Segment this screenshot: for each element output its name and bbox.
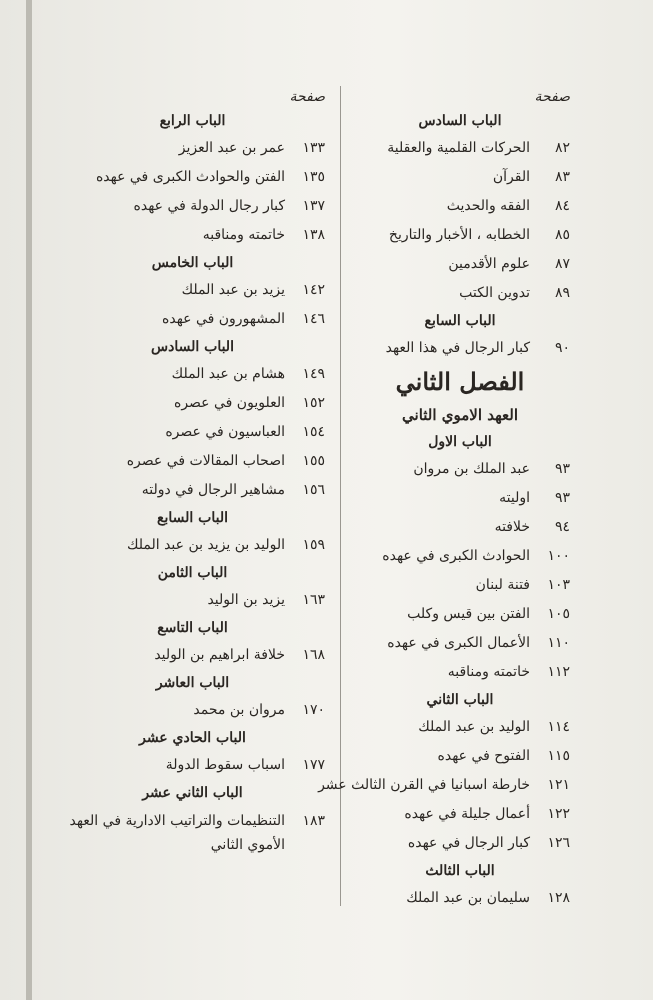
toc-entry [60, 134, 325, 163]
toc-entry [318, 771, 570, 800]
toc-page-number: ١٣٥ [302, 169, 325, 185]
toc-entry [350, 163, 570, 192]
toc-entry-title: عمر بن عبد العزيز [178, 140, 285, 156]
toc-entry-title: اوليته [499, 490, 530, 506]
toc-entry-title: المشهورون في عهده [162, 311, 285, 327]
toc-entry [350, 192, 570, 221]
toc-entry [350, 455, 570, 484]
toc-entry [350, 800, 570, 829]
contents-column-right [318, 86, 570, 913]
toc-entry [350, 334, 570, 363]
toc-page-number: ١١٤ [547, 719, 570, 735]
toc-entry [60, 418, 325, 447]
toc-entry [350, 829, 570, 858]
toc-entry [60, 696, 325, 725]
toc-entry-title: الفتن والحوادث الكبرى في عهده [95, 169, 285, 185]
toc-entry [60, 806, 325, 860]
toc-page-number: ١٣٣ [302, 140, 325, 156]
toc-entry-title: كبار الرجال في هذا العهد [385, 340, 530, 356]
chapter-heading: الباب الثامن [157, 565, 228, 581]
toc-entry [60, 476, 325, 505]
toc-entry-title: اصحاب المقالات في عصره [126, 453, 285, 469]
toc-entry-title: الفتن بين قيس وكلب [407, 606, 530, 622]
toc-page-number: ١١٠ [547, 635, 570, 651]
toc-page-number: ١٢٦ [547, 835, 570, 851]
chapter-heading: الباب الثالث [425, 863, 495, 879]
toc-page-number: ٨٧ [554, 256, 570, 272]
page-number-header: صفحة [289, 89, 325, 105]
toc-page-number: ١٠٠ [547, 548, 570, 564]
toc-entry [350, 600, 570, 629]
toc-page-number: ١٤٩ [302, 366, 325, 382]
toc-page-number: ١٦٣ [302, 592, 325, 608]
toc-entry [60, 192, 325, 221]
toc-entry-title: مروان بن محمد [193, 702, 285, 718]
era-heading: العهد الاموي الثاني [402, 406, 518, 424]
toc-entry-title: يزيد بن عبد الملك [181, 282, 285, 298]
toc-entry [350, 279, 570, 308]
toc-page-number: ١٥٥ [302, 453, 325, 469]
toc-page-number: ١٤٢ [302, 282, 325, 298]
toc-entry-title: الوليد بن يزيد بن عبد الملك [126, 537, 285, 553]
toc-page-number: ٨٥ [554, 227, 570, 243]
toc-entry-title: خلافة ابراهيم بن الوليد [154, 647, 285, 663]
toc-entry [60, 531, 325, 560]
toc-entry [350, 884, 570, 913]
toc-entry [350, 134, 570, 163]
toc-entry-title: العباسيون في عصره [165, 424, 285, 440]
toc-entry-title: علوم الأقدمين [448, 256, 530, 272]
toc-entry [60, 163, 325, 192]
toc-page-number: ٨٣ [554, 169, 570, 185]
toc-page-number: ١٧٠ [302, 702, 325, 718]
toc-page-number: ٩٣ [554, 490, 570, 506]
toc-entry-title: تدوين الكتب [459, 285, 530, 301]
toc-entry-title: مشاهير الرجال في دولته [141, 482, 285, 498]
toc-page-number: ٨٢ [554, 140, 570, 156]
page-binding-edge [26, 0, 32, 1000]
toc-entry [350, 742, 570, 771]
chapter-heading: الباب السادس [151, 339, 234, 355]
toc-entry-title: التنظيمات والتراتيب الادارية في العهد الأموي الثاني [69, 813, 285, 853]
toc-entry-title: الحوادث الكبرى في عهده [382, 548, 530, 564]
toc-entry [60, 389, 325, 418]
toc-entry [60, 276, 325, 305]
toc-page-number: ١٥٦ [302, 482, 325, 498]
toc-entry [350, 221, 570, 250]
chapter-heading: الباب الاول [428, 434, 492, 450]
chapter-heading: الباب العاشر [155, 675, 230, 691]
toc-entry [60, 221, 325, 250]
contents-column-left [60, 86, 325, 860]
chapter-heading: الباب الثاني [426, 692, 494, 708]
toc-page-number: ١١٥ [547, 748, 570, 764]
toc-entry-title: الأعمال الكبرى في عهده [387, 635, 530, 651]
toc-page-number: ١٠٥ [547, 606, 570, 622]
toc-entry [60, 305, 325, 334]
toc-entry-title: عبد الملك بن مروان [413, 461, 530, 477]
toc-page-number: ١٢١ [547, 777, 570, 793]
toc-entry [350, 658, 570, 687]
toc-page-number: ١٥٢ [302, 395, 325, 411]
toc-entry [60, 641, 325, 670]
toc-page-number: ٨٩ [554, 285, 570, 301]
toc-page-number: ٨٤ [554, 198, 570, 214]
toc-entry-title: خارطة اسبانيا في القرن الثالث عشر [318, 777, 530, 793]
toc-page-number: ٩٠ [554, 340, 570, 356]
toc-entry [350, 713, 570, 742]
toc-entry-title: هشام بن عبد الملك [171, 366, 285, 382]
toc-entry-title: الخطابه ، الأخبار والتاريخ [388, 227, 530, 243]
toc-entry-title: الفتوح في عهده [437, 748, 530, 764]
toc-page-number: ١٢٨ [547, 890, 570, 906]
toc-entry [60, 447, 325, 476]
chapter-heading: الباب السابع [424, 313, 496, 329]
toc-page-number: ١٥٤ [302, 424, 325, 440]
toc-page-number: ١٥٩ [302, 537, 325, 553]
toc-entry-title: اسباب سقوط الدولة [165, 757, 285, 773]
chapter-heading: الباب الحادي عشر [139, 730, 246, 746]
toc-page-number: ١٢٢ [547, 806, 570, 822]
toc-entry [350, 542, 570, 571]
toc-page-number: ١٦٨ [302, 647, 325, 663]
chapter-heading: الباب التاسع [157, 620, 228, 636]
toc-entry [60, 586, 325, 615]
toc-entry [350, 571, 570, 600]
toc-entry-title: الوليد بن عبد الملك [418, 719, 530, 735]
toc-entry-title: الفقه والحديث [446, 198, 530, 214]
chapter-heading: الباب الثاني عشر [142, 785, 243, 801]
toc-entry-title: خلافته [494, 519, 530, 535]
toc-page-number: ١٨٣ [302, 813, 325, 829]
toc-page-number: ٩٤ [554, 519, 570, 535]
chapter-heading: الباب السابع [157, 510, 228, 526]
toc-entry-title: يزيد بن الوليد [207, 592, 285, 608]
toc-entry-title: خاتمته ومناقبه [202, 227, 285, 243]
toc-page-number: ١٠٣ [547, 577, 570, 593]
toc-entry-title: خاتمته ومناقبه [447, 664, 530, 680]
toc-entry [350, 484, 570, 513]
toc-entry-title: أعمال جليلة في عهده [404, 806, 530, 822]
toc-entry-title: كبار الرجال في عهده [407, 835, 530, 851]
toc-page-number: ١٤٦ [302, 311, 325, 327]
toc-entry-title: سليمان بن عبد الملك [406, 890, 530, 906]
chapter-heading: الباب الرابع [159, 113, 226, 129]
page-number-header: صفحة [534, 89, 570, 105]
toc-page-number: ١٧٧ [302, 757, 325, 773]
toc-page-number: ١٣٧ [302, 198, 325, 214]
part-heading: الفصل الثاني [395, 367, 525, 396]
toc-page-number: ٩٣ [554, 461, 570, 477]
toc-entry [60, 751, 325, 780]
toc-entry-title: القرآن [492, 169, 530, 185]
toc-entry [60, 360, 325, 389]
toc-entry [350, 629, 570, 658]
toc-entry [350, 513, 570, 542]
toc-page-number: ١١٢ [547, 664, 570, 680]
toc-entry-title: فتنة لبنان [475, 577, 530, 593]
chapter-heading: الباب الخامس [151, 255, 234, 271]
toc-entry-title: العلويون في عصره [173, 395, 285, 411]
chapter-heading: الباب السادس [418, 113, 502, 129]
toc-entry-title: الحركات القلمية والعقلية [387, 140, 530, 156]
toc-entry-title: كبار رجال الدولة في عهده [133, 198, 285, 214]
toc-entry [350, 250, 570, 279]
toc-page-number: ١٣٨ [302, 227, 325, 243]
